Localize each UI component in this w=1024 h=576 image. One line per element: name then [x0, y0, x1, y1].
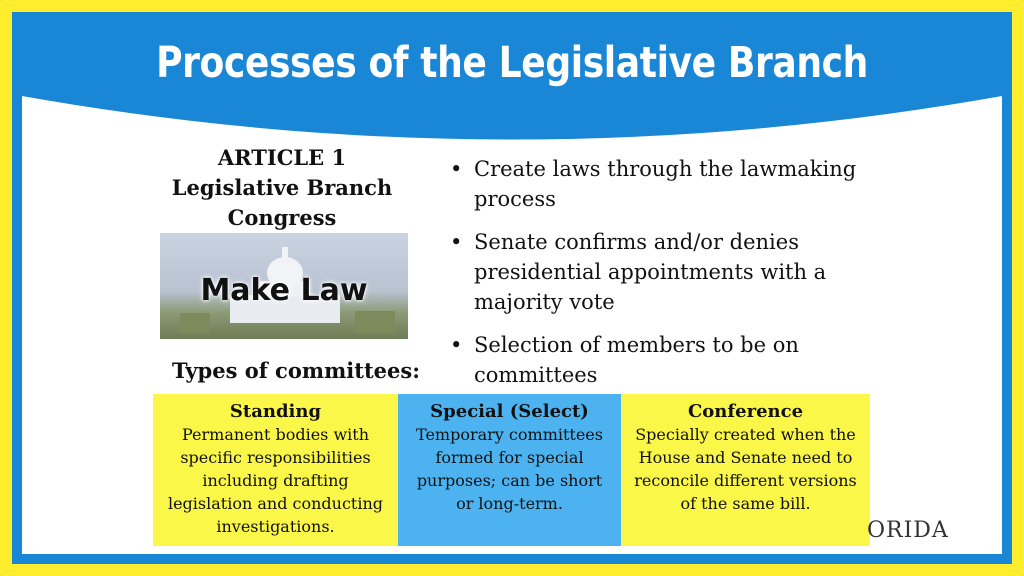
- committee-description: Permanent bodies with specific responsibilities including drafting legislation and conducting investigations.: [167, 425, 384, 536]
- committee-heading: Conference: [687, 401, 804, 422]
- committee-special: [398, 394, 621, 546]
- bullet-icon: •: [450, 333, 463, 357]
- bullet-text: Selection of members to be on committees: [474, 333, 799, 387]
- bullet-item: [450, 154, 890, 214]
- bullet-icon: •: [450, 230, 463, 254]
- article-line-3: Congress: [227, 205, 337, 230]
- article-line-2: Legislative Branch: [171, 175, 393, 200]
- committee-heading: Special (Select): [430, 401, 589, 422]
- bullet-text: Create laws through the lawmaking process: [474, 157, 857, 211]
- article-line-1: ARTICLE 1: [217, 145, 347, 170]
- article-heading: [162, 143, 402, 233]
- committee-standing: [153, 394, 398, 546]
- slide: [22, 18, 1002, 554]
- committee-description: Temporary committees formed for special purposes; can be short or long-term.: [416, 425, 603, 513]
- committee-conference: [621, 394, 870, 546]
- committee-heading: Standing: [229, 401, 322, 422]
- types-of-committees-label: Types of committees:: [172, 358, 420, 383]
- bullet-item: [450, 330, 890, 390]
- make-law-caption: Make Law: [200, 273, 368, 308]
- slide-title: Processes of the Legislative Branch: [156, 38, 868, 88]
- bullet-text: Senate confirms and/or denies presidential appointments with a majority vote: [474, 230, 827, 314]
- capitol-image: [160, 233, 408, 339]
- committee-description: Specially created when the House and Senate need to reconcile different versions of the same bill.: [634, 425, 857, 513]
- bullet-item: [450, 227, 890, 317]
- bullet-icon: •: [450, 157, 463, 181]
- organization-logo: ORIDA: [867, 518, 949, 543]
- committee-boxes: [153, 394, 870, 546]
- bullet-list: [450, 154, 890, 403]
